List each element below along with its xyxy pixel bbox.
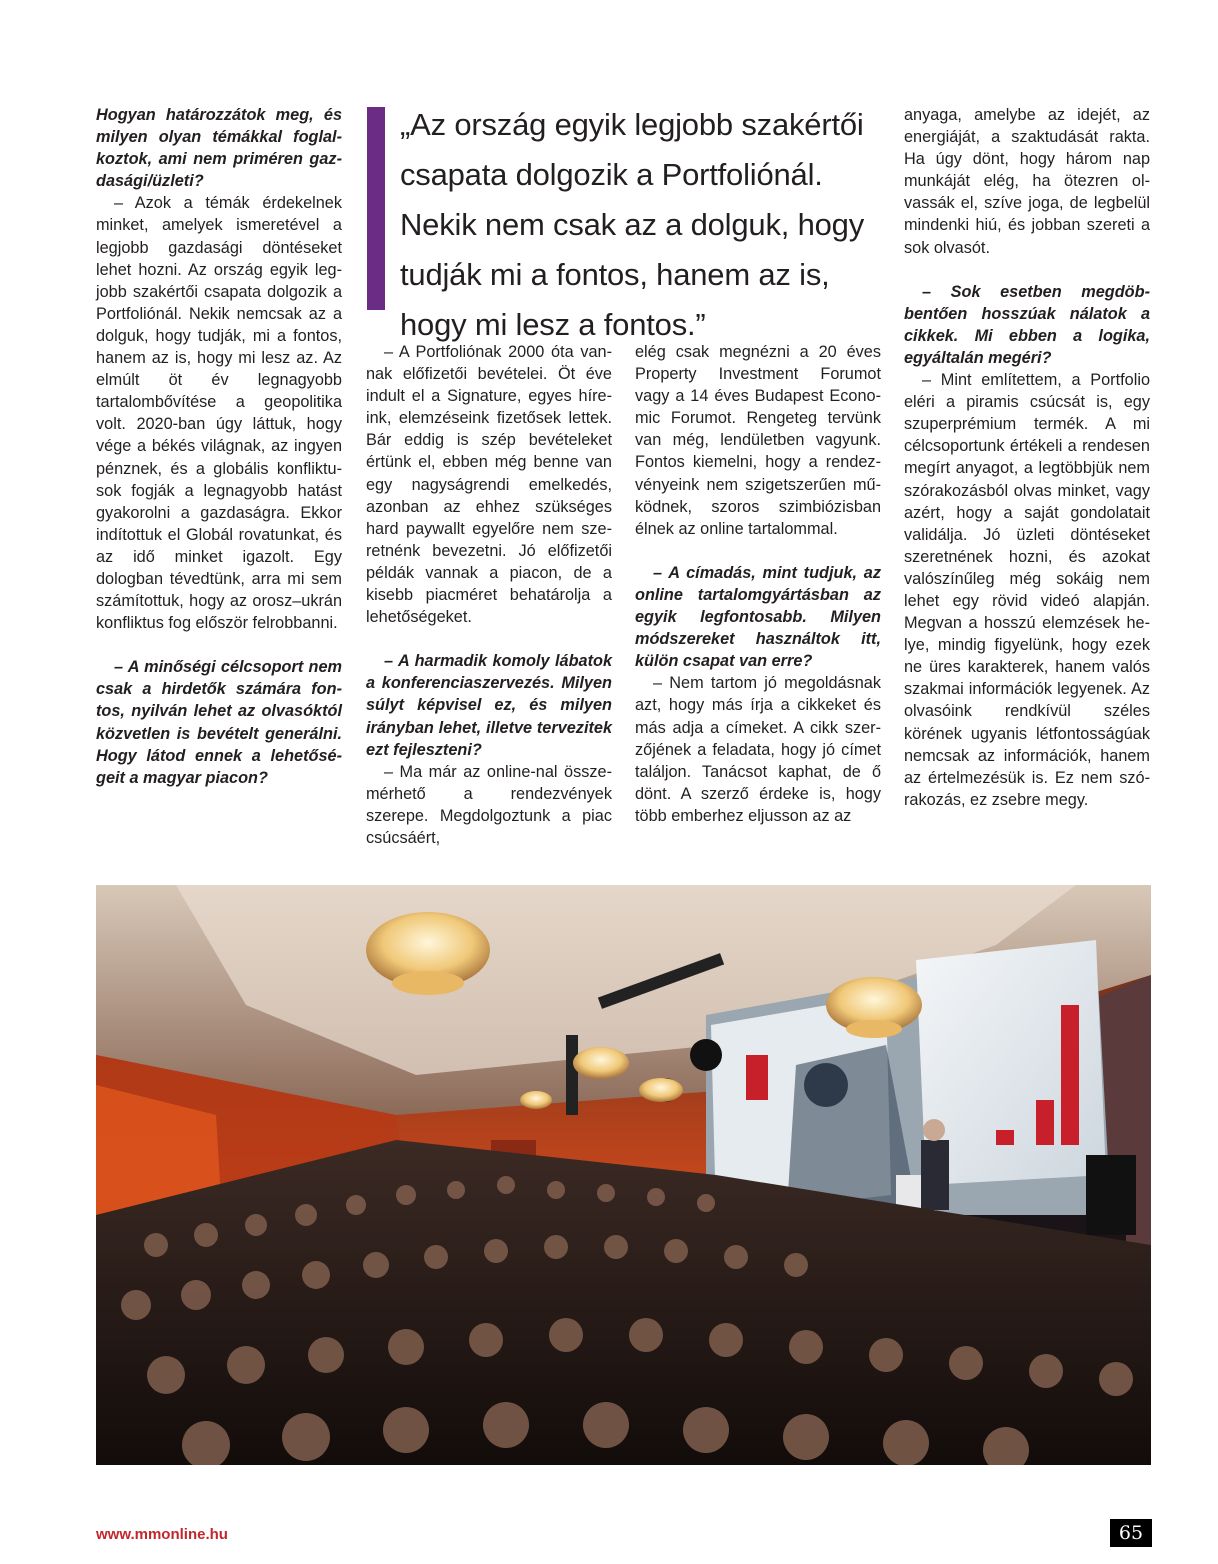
article-column-1 — [96, 104, 342, 789]
interview-answer: elég csak megnézni a 20 éves Property Investment Forumot vagy a 14 éves Budapest Economic Forumot. Rengeteg tervünk van még, lendületben vagyunk. Fontos kiemelni, hogy a rendezvényeink nem szigetszerűen működnek, szoros szimbiózisban élnek az online tartalommal. — [635, 343, 881, 538]
interview-answer: – Nem tartom jó megoldásnak azt, hogy más írja a cikkeket és más adja a címeket. A cikk szerzőjének a feladata, hogy jó címet találjon. Tanácsot kaphat, de ő dönt. A szerző érdeke is, hogy több emberhez eljusson az az — [635, 674, 881, 825]
footer-website-url: www.mmonline.hu — [96, 1526, 228, 1543]
interview-question: – A címadás, mint tudjuk, az online tartalomgyártásban az egyik legfontosabb. Milyen módszereket használtok itt, külön csapat van erre? — [635, 563, 881, 671]
pull-quote — [400, 100, 895, 350]
interview-answer: anyaga, amelybe az idejét, az energiáját, a szaktudását rakta. Ha úgy dönt, hogy három nap munkáját elég, ha ötezren olvassák el, szíve joga, de legbelül mindenki hiú, és jobban szereti a sok olvasót. — [904, 106, 1150, 257]
interview-answer: – A Portfoliónak 2000 óta vannak előfizetői bevételei. Öt éve indult el a Signature, egyes híreink, elemzéseink fizetősek lettek. Bár eddig is szép bevételeket értünk el, ebben még benne van egy nagyságrendi emelkedés, azonban az ehhez szükséges hard paywallt egyelőre nem szeretnénk bevezetni. Jó előfizetői példák vannak a piacon, de a kisebb piacméret behatárolja a lehetőségeket. — [366, 343, 612, 627]
interview-question: – Sok esetben megdöbbentően hosszúak nálatok a cikkek. Mi ebben a logika, egyáltalán megéri? — [904, 282, 1150, 367]
article-column-2 — [366, 341, 612, 849]
page-number: 65 — [1110, 1519, 1152, 1547]
interview-question: Hogyan határozzátok meg, és milyen olyan témákkal foglalkoztok, ami nem priméren gazdasági/üzleti? — [96, 106, 342, 191]
interview-question: – A minőségi célcsoport nem csak a hirdetők számára fontos, nyilván lehet az olvasóktól közvetlen is bevételt generálni. Hogy látod ennek a lehetőségeit a magyar piacon? — [96, 658, 342, 787]
pull-quote-text: „Az ország egyik legjobb szakértői csapata dolgozik a Portfoliónál. Nekik nem csak az a dolguk, hogy tudják mi a fontos, hanem az is, hogy mi lesz a fontos.” — [400, 107, 865, 342]
pull-quote-accent-bar — [367, 107, 385, 310]
interview-question: – A harmadik komoly lábatok a konferenciaszervezés. Milyen súlyt képvisel ez, és milyen irányban lehet, illetve tervezitek ezt fejleszteni? — [366, 652, 612, 759]
interview-answer: – Ma már az online-nal összemérhető a rendezvények szerepe. Megdolgoztunk a piac csúcsáért, — [366, 762, 612, 847]
article-column-3 — [635, 341, 881, 827]
article-column-4 — [904, 104, 1150, 811]
conference-hall-illustration — [96, 885, 1151, 1465]
interview-answer: – Azok a témák érdekelnek minket, amelyek ismeretével a legjobb gazdasági döntéseket lehet hozni. Az ország egyik legjobb szakértői csapata dolgozik a Portfoliónál. Nekik nemcsak az a dolguk, hogy tudják, mi a fontos, hanem az is, hogy mi lesz az. Az elmúlt öt év legnagyobb tartalombővítése a geopolitika volt. 2020-ban úgy láttuk, hogy vége a békés világnak, az ingyen pénznek, és a globális konfliktusok fogják a legnagyobb hatást gyakorolni a gazdaságra. Ekkor indítottuk el Globál rovatunkat, és az idő minket igazolt. Egy dologban tévedtünk, arra mi sem számítottuk, hogy az orosz–ukrán konfliktus fog először felrobbanni. — [96, 194, 342, 633]
conference-photo — [96, 885, 1151, 1465]
interview-answer: – Mint említettem, a Portfolio eléri a piramis csúcsát is, egy szuperprémium termék. A mi célcsoportunk értékeli a rendesen megírt anyagot, a legtöbbjük nem szórakozásból olvas minket, vagy azért, hogy a saját gondolatait validálja. Jó üzleti döntéseket szeretnének hozni, és azokat valószínűleg még sokáig nem lehet egy rövid videó alapján. Megvan a hosszú elemzések helye, mindig figyelünk, hogy ezek ne üres karakterek, hanem valós szakmai információk legyenek. Az olvasóink rendkívül széles körének ugyanis létfontosságúak nemcsak az információk, hanem az értelmezésük is. Ez nem szórakozás, ez zsebre megy. — [904, 371, 1150, 809]
